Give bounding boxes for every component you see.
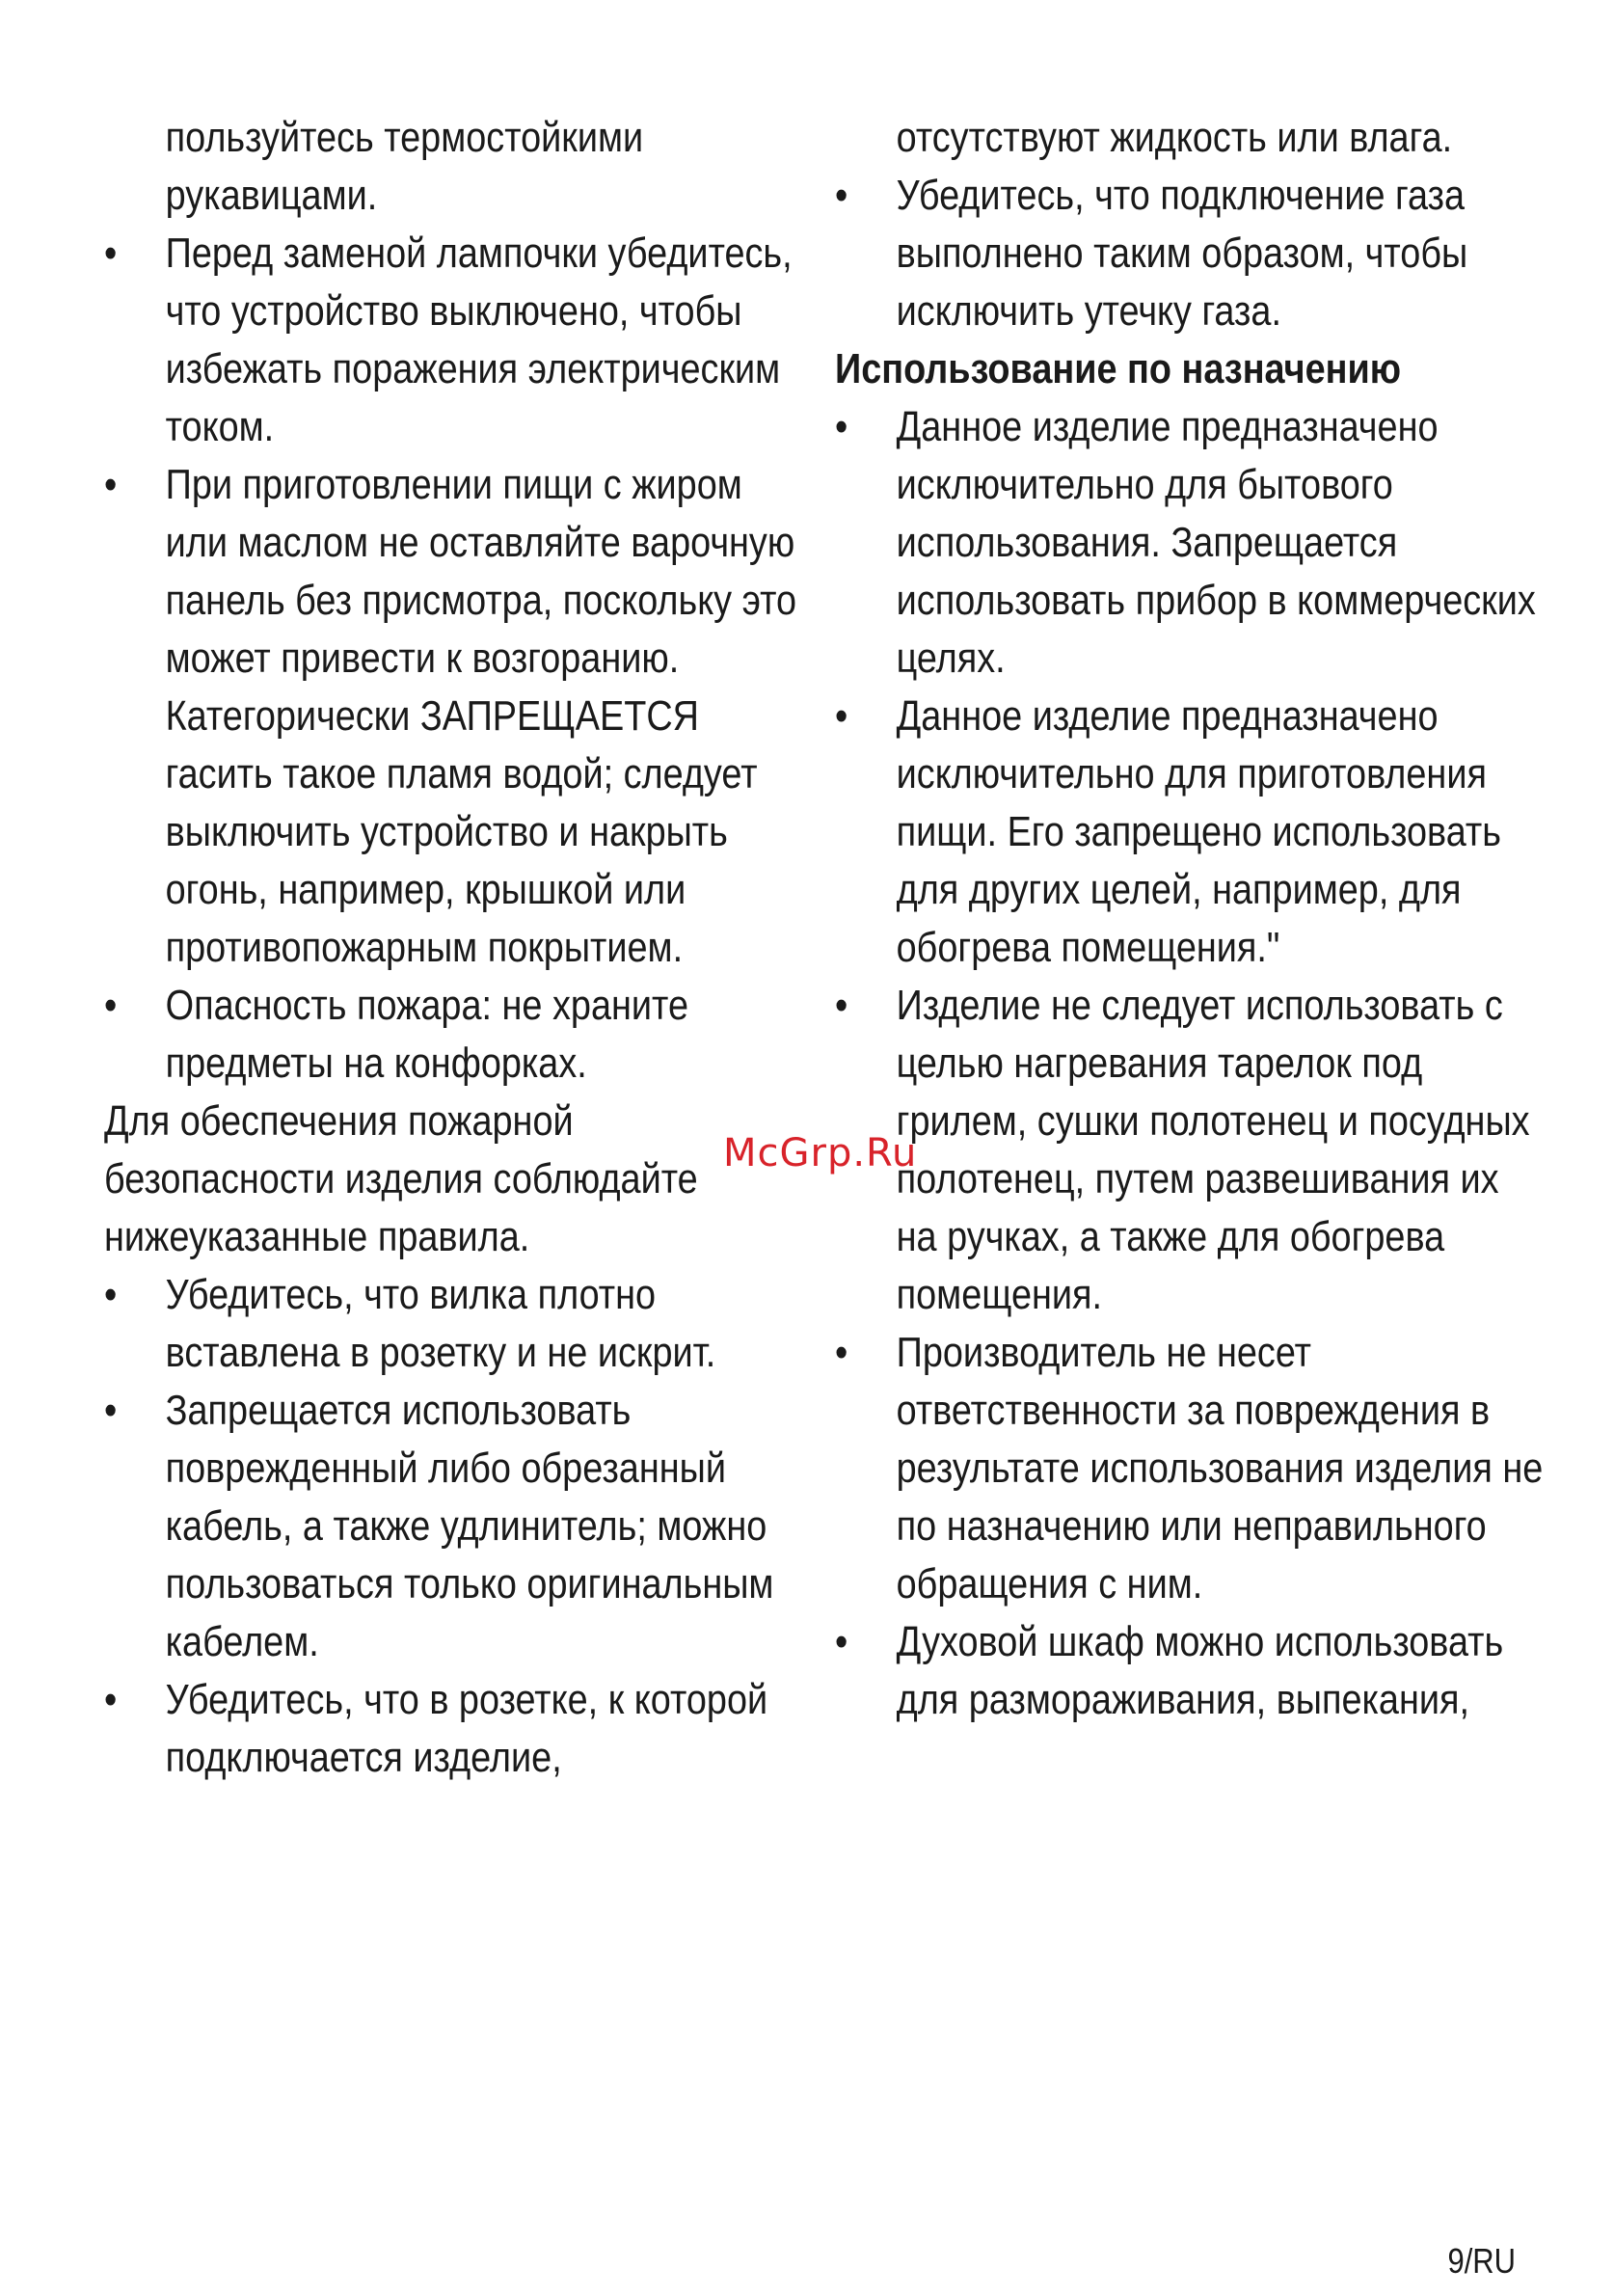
continued-text: пользуйтесь термостойкими рукавицами. [165, 114, 644, 219]
list-item-text: Духовой шкаф можно использовать для размораживания, выпекания, [896, 1618, 1504, 1723]
list-item-text: Запрещается использовать поврежденный либо обрезанный кабель, а также удлинитель; можно пользоваться только оригинальным кабелем. [165, 1387, 774, 1665]
list-item-text: При приготовлении пищи с жиром или маслом не оставляйте варочную панель без присмотра, поскольку это может привести к возгоранию. Категорически ЗАПРЕЩАЕТСЯ гасить такое пламя водой; следует выключить устройство и накрыть огонь, например, крышкой или противопожарным покрытием. [165, 461, 797, 971]
bullet-icon: • [835, 1329, 848, 1376]
list-item-text: Убедитесь, что в розетке, к которой подключается изделие, [165, 1676, 768, 1781]
bullet-icon: • [104, 230, 118, 277]
list-item-text: Убедитесь, что подключение газа выполнено таким образом, чтобы исключить утечку газа. [896, 172, 1468, 335]
left-column [104, 109, 798, 1787]
continued-text: отсутствуют жидкость или влага. [896, 114, 1453, 161]
bullet-icon: • [104, 1271, 118, 1318]
list-item [104, 1266, 796, 1382]
list-item [835, 167, 1547, 340]
list-item-text: Данное изделие предназначено исключительно для бытового использования. Запрещается использовать прибор в коммерческих целях. [896, 403, 1536, 682]
right-column [835, 109, 1548, 1729]
list-item [104, 456, 796, 977]
list-item [835, 1613, 1547, 1729]
list-item [835, 977, 1547, 1324]
list-item [104, 225, 796, 456]
fire-safety-paragraph: Для обеспечения пожарной безопасности изделия соблюдайте нижеуказанные правила. [104, 1097, 698, 1260]
bullet-icon: • [104, 1387, 118, 1434]
bullet-icon: • [104, 461, 118, 508]
list-item-text: Убедитесь, что вилка плотно вставлена в розетку и не искрит. [165, 1271, 716, 1376]
bullet-icon: • [835, 1618, 848, 1665]
bullet-icon: • [835, 403, 848, 450]
list-item [835, 688, 1547, 977]
bullet-icon: • [104, 982, 118, 1029]
list-item [104, 1671, 796, 1787]
list-item-text: Производитель не несет ответственности за повреждения в результате использования изделия не по назначению или неправильного обращения с ним. [896, 1329, 1544, 1607]
bullet-icon: • [835, 172, 848, 219]
watermark: McGrp.Ru [723, 1131, 918, 1175]
list-item [104, 977, 796, 1093]
page-number: 9/RU [1447, 2241, 1516, 2281]
list-item-text: Опасность пожара: не храните предметы на конфорках. [165, 982, 688, 1087]
bullet-icon: • [104, 1676, 118, 1723]
bullet-icon: • [835, 692, 848, 740]
list-item [835, 1324, 1547, 1613]
list-item [835, 398, 1547, 688]
list-item [104, 1382, 796, 1671]
section-heading: Использование по назначению [835, 345, 1402, 392]
list-item-text: Данное изделие предназначено исключительно для приготовления пищи. Его запрещено использовать для других целей, например, для обогрева помещения." [896, 692, 1501, 971]
bullet-icon: • [835, 982, 848, 1029]
list-item-text: Изделие не следует использовать с целью нагревания тарелок под грилем, сушки полотенец и посудных полотенец, путем развешивания их на ручках, а также для обогрева помещения. [896, 982, 1530, 1318]
list-item-text: Перед заменой лампочки убедитесь, что устройство выключено, чтобы избежать поражения электрическим током. [165, 230, 793, 450]
